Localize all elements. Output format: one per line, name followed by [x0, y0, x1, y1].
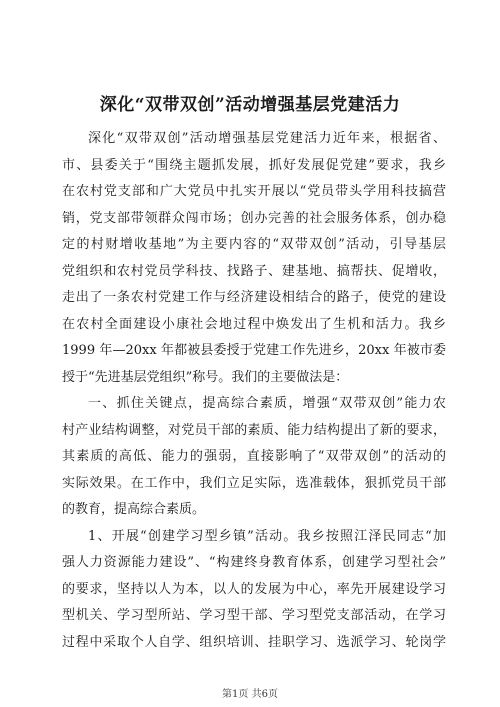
paragraph-line: 村产业结构调整，对党员干部的素质、能力结构提出了新的要求，	[62, 422, 446, 438]
paragraph-line: 其素质的高低、能力的强弱，直接影响了“双带双创”的活动的	[62, 449, 446, 464]
paragraph-line: 的教育，提高综合素质。	[62, 502, 206, 517]
paragraph-line: 一、抓住关键点，提高综合素质，增强“双带双创”能力农	[88, 396, 446, 411]
paragraph-line: 1、开展“创建学习型乡镇”活动。我乡按照江泽民同志“加	[88, 528, 446, 544]
paragraph-line: 型机关、学习型所站、学习型干部、学习型党支部活动，在学习	[62, 608, 446, 623]
document-body	[62, 126, 446, 656]
paragraph-line: 市、县委关于“围绕主题抓发展，抓好发展促党建”要求，我乡	[62, 157, 446, 173]
paragraph-line: 的要求，坚持以人为本，以人的发展为中心，率先开展建设学习	[62, 581, 446, 597]
paragraph-line: 销，党支部带领群众闯市场；创办完善的社会服务体系，创办稳	[62, 210, 446, 226]
paragraph-line: 过程中采取个人自学、组织培训、挂职学习、选派学习、轮岗学	[62, 634, 446, 650]
paragraph-line: 在农村全面建设小康社会地过程中焕发出了生机和活力。我乡	[62, 316, 446, 332]
document-title: 深化“双带双创”活动增强基层党建活力	[99, 95, 401, 115]
paragraph-line: 强人力资源能力建设”、“构建终身教育体系，创建学习型社会”	[62, 555, 446, 570]
paragraph-line: 实际效果。在工作中，我们立足实际，选准载体，狠抓党员干部	[62, 475, 446, 491]
paragraph-line: 在农村党支部和广大党员中扎实开展以“党员带头学用科技搞营	[62, 184, 446, 199]
paragraph-line: 走出了一条农村党建工作与经济建设相结合的路子，使党的建设	[62, 290, 446, 305]
paragraph-line: 深化“双带双创”活动增强基层党建活力近年来，根据省、	[88, 131, 446, 146]
page-number-footer: 第1页 共6页	[222, 689, 278, 700]
paragraph-line: 1999 年—20xx 年都被县委授于党建工作先进乡，20xx 年被市委	[62, 343, 446, 358]
paragraph-line: 党组织和农村党员学科技、找路子、建基地、搞帮扶、促增收，	[62, 263, 446, 279]
paragraph-line: 定的村财增收基地”为主要内容的“双带双创”活动，引导基层	[62, 237, 446, 252]
paragraph-line: 授于“先进基层党组织”称号。我们的主要做法是：	[62, 369, 349, 385]
